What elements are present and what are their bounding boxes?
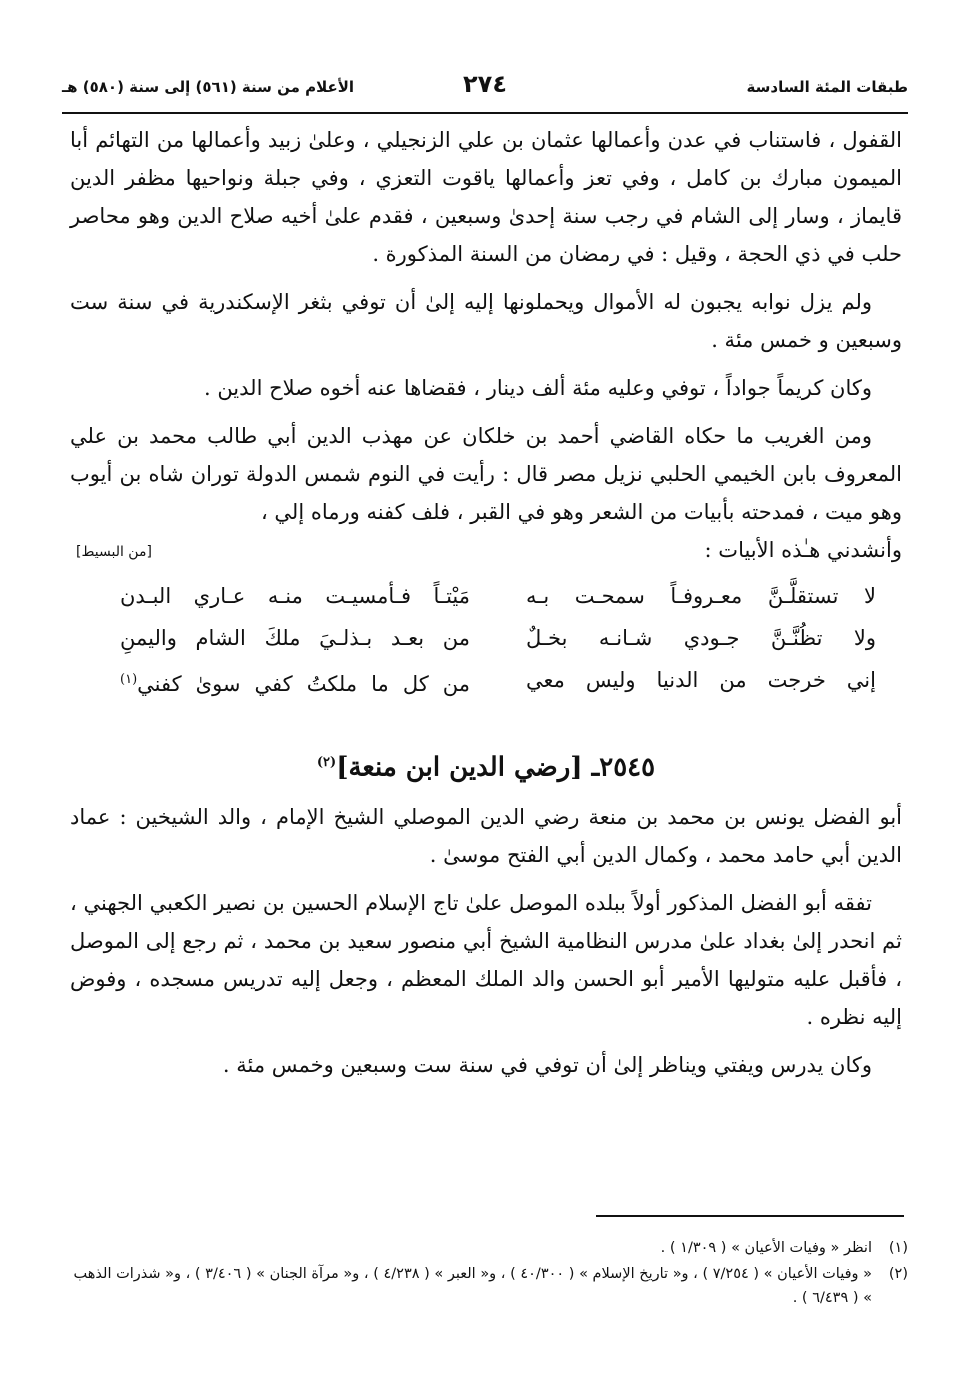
footnote-reference[interactable]: (١) [120,672,138,687]
entry-heading [70,741,902,790]
header-rule [62,112,908,114]
poem-intro-line [70,531,902,569]
running-header [62,70,908,108]
poem-verse [70,659,902,701]
footnote-reference[interactable]: (٢) [316,755,337,770]
footnote-separator [596,1215,904,1217]
header-book-section: طبقات المئة السادسة [746,78,908,96]
footnotes [70,1236,908,1312]
paragraph: ومن الغريب ما حكاه القاضي أحمد بن خلكان عن مهذب الدين أبي طالب محمد بن علي المعروف بابن الخيمي الحلبي نزيل مصر قال : رأيت في النوم شمس الدولة توران شاه بن أيوب وهو ميت ، فمدحته بأبيات من الشعر وهو في القبر ، فلف كفنه ورماه إلي ، [70,424,902,524]
footnote-text: « وفيات الأعيان » ( ٧/٢٥٤ ) ، و« تاريخ الإسلام » ( ٤٠/٣٠٠ ) ، و« العبر » ( ٤/٢٣٨ ) ، و« مرآة الجنان » ( ٣/٤٠٦ ) ، و« شذرات الذهب » ( ٦/٤٣٩ ) . [73,1266,872,1306]
paragraph: تفقه أبو الفضل المذكور أولاً ببلده الموصل علىٰ تاج الإسلام الحسين بن نصير الكعبي الجهني ، ثم انحدر إلىٰ بغداد علىٰ مدرس النظامية الشيخ أبي منصور سعيد بن محمد ، ثم رجع إلى الموصل ، فأقبل عليه متوليها الأمير أبو الحسن والد الملك المعظم ، وجعل إليه تدريس مسجده ، وفوض إليه نظره . [70,890,902,1029]
main-text [70,121,902,1094]
verse-second-hemistich-with-note [120,659,470,701]
paragraph: القفول ، فاستناب في عدن وأعمالها عثمان بن علي الزنجيلي ، وعلىٰ زبيد وأعمالها من التهائم أبا الميمون مبارك بن كامل ، وفي تعز وأعمالها ياقوت التعزي ، وفي جبلة ونواحيها مظفر الدين قايماز ، وسار إلى الشام في رجب سنة إحدىٰ وسبعين ، فقدم علىٰ أخيه صلاح الدين وهو محاصر حلب في ذي الحجة ، وقيل : في رمضان من السنة المذكورة . [70,128,902,266]
page-number: ٢٧٤ [463,70,507,98]
header-year-range: الأعلام من سنة (٥٦١) إلى سنة (٥٨٠) هـ [62,78,355,96]
poem-verse [70,617,902,659]
footnote [70,1262,908,1310]
footnote [70,1236,908,1260]
verse-second-hemistich: مَيْتـاً فـأمسيـت منـه عـاري البـدن [120,584,470,608]
verse-first-hemistich: لا تستقلَّـنَّ معـروفـاً سمحـت بـه [526,584,876,608]
entry-title: ٢٥٤٥ـ [رضي الدين ابن منعة] [336,752,656,783]
verse-second-hemistich: من كل ما ملكتُ كفي سوىٰ كفني [137,672,470,696]
poem-intro: وأنشدني هـٰذه الأبيات : [704,538,902,562]
paragraph: أبو الفضل يونس بن محمد بن منعة رضي الدين الموصلي الشيخ الإمام ، والد الشيخين : عماد الدين أبي حامد محمد ، وكمال الدين أبي الفتح موسىٰ . [70,804,902,867]
footnote-number: (١) [888,1240,908,1256]
poem-verse [70,575,902,617]
verse-first-hemistich: إني خرجت من الدنيا وليس معي [526,668,876,692]
footnote-number: (٢) [888,1266,908,1282]
paragraph: وكان يدرس ويفتي ويناظر إلىٰ أن توفي في سنة ست وسبعين وخمس مئة . [222,1052,872,1077]
poem [70,575,902,701]
verse-second-hemistich: من بعـد بـذلـيَ ملكَ الشام واليمنِ [120,626,470,650]
paragraph: ولم يزل نوابه يجبون له الأموال ويحملونها إليه إلىٰ أن توفي بثغر الإسكندرية في سنة ست وسبعين و خمس مئة . [70,290,902,352]
verse-first-hemistich: ولا تظُنَّـنَّ جـودي شـانـه بخـلٌ [526,626,876,650]
footnote-text: انظر « وفيات الأعيان » ( ١/٣٠٩ ) . [660,1240,872,1256]
paragraph: وكان كريماً جواداً ، توفي وعليه مئة ألف دينار ، فقضاها عنه أخوه صلاح الدين . [203,376,872,400]
poem-meter-label: [من البسيط] [76,544,152,560]
